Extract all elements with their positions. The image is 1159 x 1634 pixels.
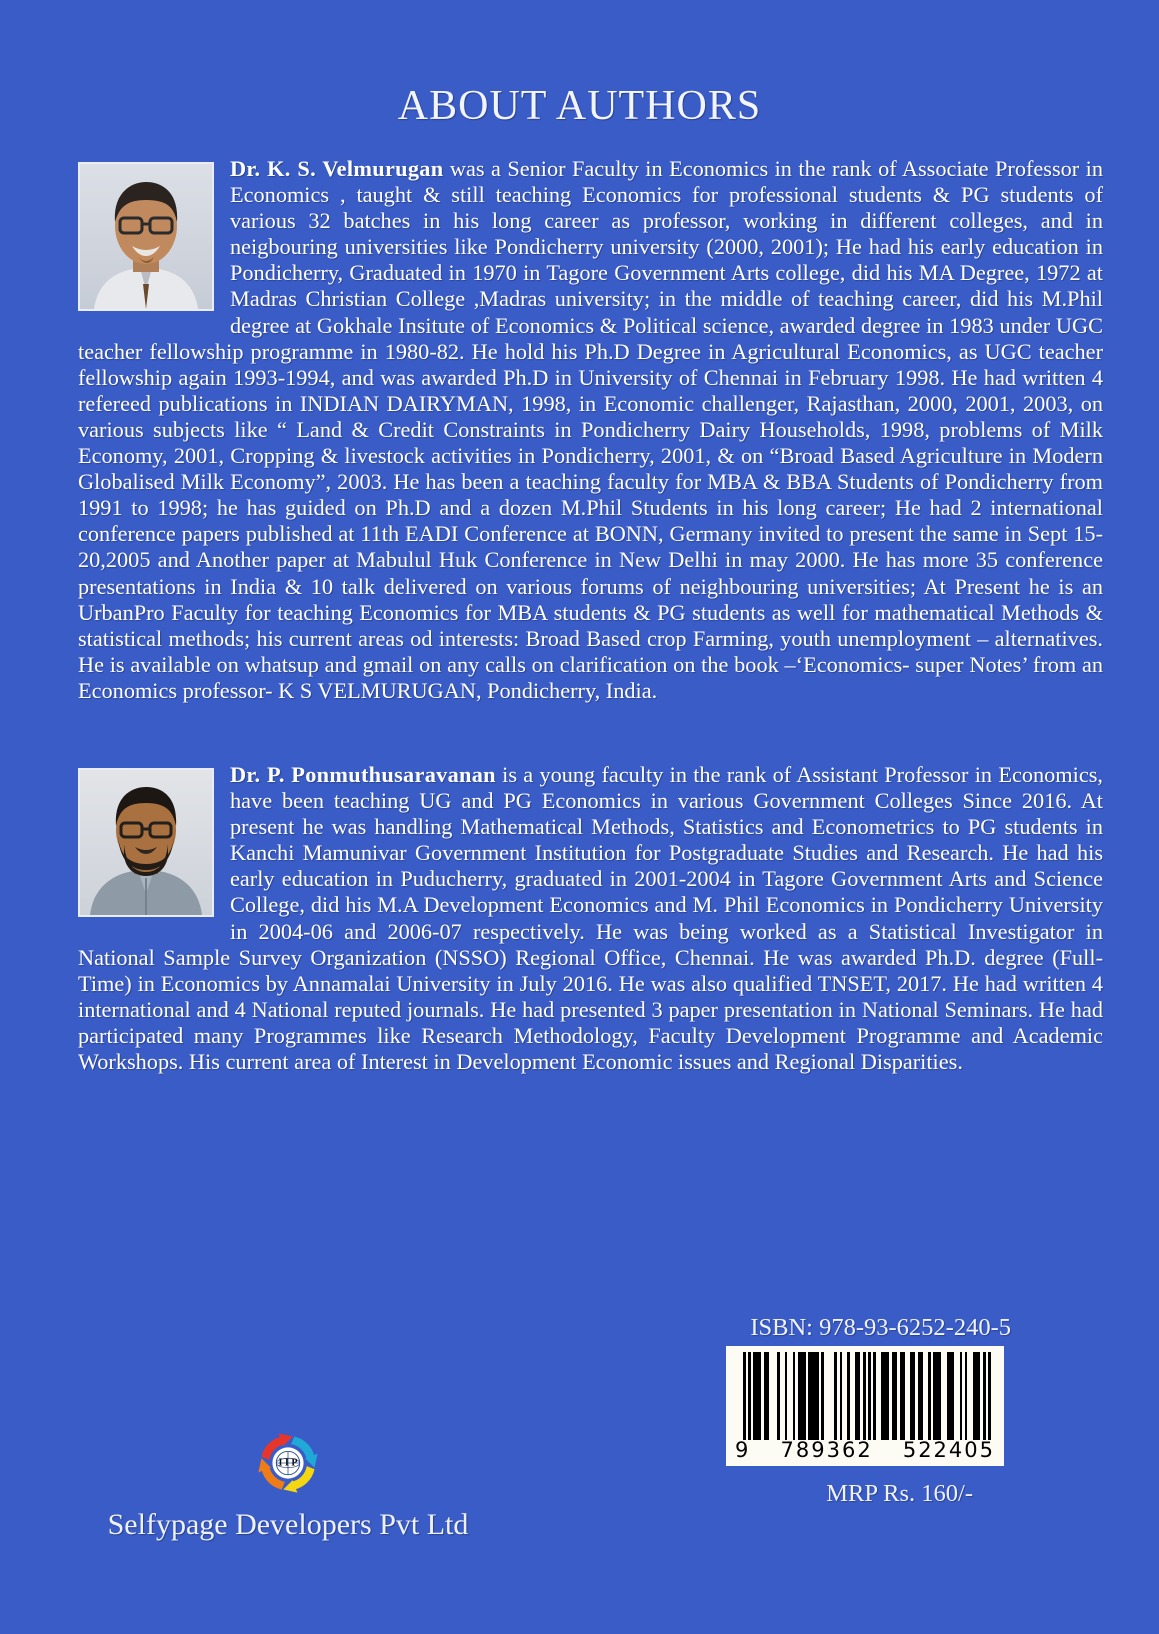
author-bio-1 [78, 156, 1103, 704]
author-name-2: Dr. P. Ponmuthusaravanan [230, 761, 496, 787]
author-photo-2 [78, 768, 214, 917]
mrp-text: MRP Rs. 160/- [826, 1480, 973, 1507]
isbn-barcode [726, 1346, 1004, 1466]
author-block-2 [0, 762, 1159, 1075]
portrait-photo-icon [80, 770, 212, 915]
iip-publisher-logo-icon [249, 1424, 327, 1502]
barcode-bars [743, 1352, 991, 1440]
page-title: ABOUT AUTHORS [397, 83, 762, 129]
author-bio-text-1: was a Senior Faculty in Economics in the rank of Associate Professor in Economics , taught & still teaching Economics for professional students & PG students of various 32 batches in his long career as professor, working in different colleges, and in neigbouring universities like Pondicherry university (2000, 2001); He had his early education in Pondicherry, Graduated in 1970 in Tagore Government Arts college, did his MA Degree, 1972 at Madras Christian College ,Madras university; in the middle of teaching career, did his M.Phil degree at Gokhale Insitute of Economics & Political science, awarded degree in 1983 under UGC teacher fellowship programme in 1980-82. He hold his Ph.D Degree in Agricultural Economics, as UGC teacher fellowship again 1993-1994, and was awarded Ph.D in University of Chennai in February 1998. He had written 4 refereed publications in INDIAN DAIRYMAN, 1998, in Economic challenger, Rajasthan, 2000, 2001, 2003, on various subjects like “ Land & Credit Constraints in Pondicherry Dairy Households, 1998, problems of Milk Economy, 2001, Cropping & livestock activities in Pondicherry, 2001, & on “Broad Based Agriculture in Modern Globalised Milk Economy”, 2003. He has been a teaching faculty for MBA & BBA Students of Pondicherry from 1991 to 1998; he has guided on Ph.D and a dozen M.Phil Students in his long career; He had 2 international conference papers published at 11th EADI Conference at BONN, Germany invited to present the same in Sept 15-20,2005 and Another paper at Mabulul Huk Conference in New Delhi in may 2000. He has more 35 conference presentations in India & 10 talk delivered on various forums of neighbouring universities; At Present he is an UrbanPro Faculty for teaching Economics for MBA students & PG students as well for mathematical Methods & statistical methods; his current areas od interests: Broad Based crop Farming, youth unemployment – alternatives. He is available on whatsup and gmail on any calls on clarification on the book –‘Economics- super Notes’ from an Economics professor- K S VELMURUGAN, Pondicherry, India. [78, 156, 1104, 703]
footer-area [0, 1304, 1159, 1634]
barcode-digit-right: 522405 [902, 1438, 995, 1462]
author-bio-2 [78, 762, 1103, 1075]
author-name-1: Dr. K. S. Velmurugan [230, 156, 444, 181]
barcode-digit-middle: 789362 [780, 1438, 873, 1462]
publisher-name: Selfypage Developers Pvt Ltd [107, 1508, 469, 1541]
barcode-digit-left: 9 [735, 1438, 751, 1462]
author-block-1 [0, 156, 1159, 704]
barcode-digits [735, 1438, 995, 1462]
author-photo-1 [78, 162, 214, 311]
svg-text:I I P: I I P [278, 1457, 298, 1469]
isbn-text: ISBN: 978-93-6252-240-5 [750, 1314, 1011, 1341]
publisher-block [78, 1424, 498, 1542]
author-bio-text-2: is a young faculty in the rank of Assistant Professor in Economics, have been teaching UG and PG Economics in various Government Colleges Since 2016. At present he was handling Mathematical Methods, Statistics and Econometrics to PG students in Kanchi Mamunivar Government Institution for Postgraduate Studies and Research. He had his early education in Puducherry, graduated in 2001-2004 in Tagore Government Arts and Science College, did his M.A Development Economics and M. Phil Economics in Pondicherry University in 2004-06 and 2006-07 respectively. He was being worked as a Statistical Investigator in National Sample Survey Organization (NSSO) Regional Office, Chennai. He was awarded Ph.D. degree (Full-Time) in Economics by Annamalai University in July 2016. He was also qualified TNSET, 2017. He had written 4 international and 4 National reputed journals. He had presented 3 paper presentation in National Seminars. He had participated many Programmes like Research Methodology, Faculty Development Programme and Academic Workshops. His current area of Interest in Development Economic issues and Regional Disparities. [78, 761, 1103, 1074]
portrait-photo-icon [80, 164, 212, 309]
